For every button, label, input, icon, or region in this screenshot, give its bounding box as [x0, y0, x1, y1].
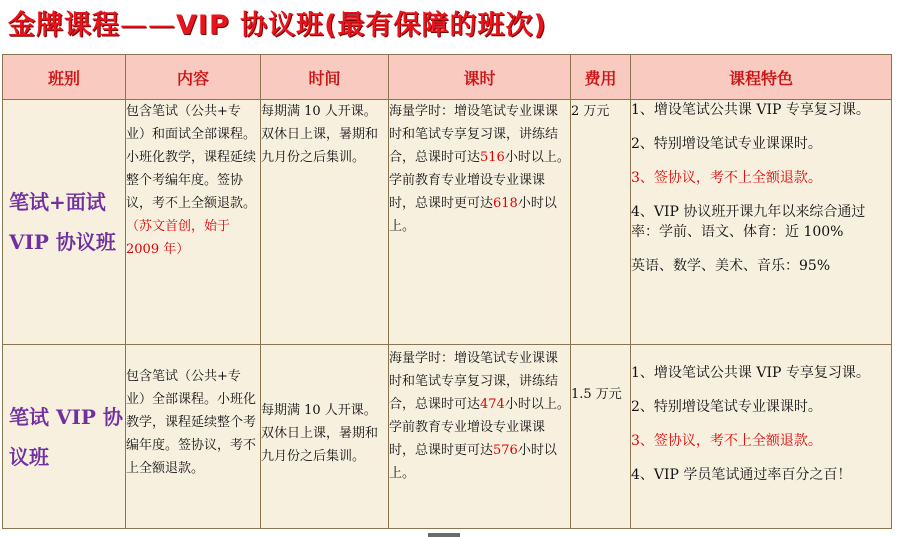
- feature-item: 英语、数学、美术、音乐：95%: [631, 258, 831, 274]
- content-text: 包含笔试（公共+专业）和面试全部课程。小班化教学，课程延续整个考编年度。签协议，考不上全额退款。: [126, 104, 257, 211]
- title-part1: 金牌课程: [8, 10, 120, 41]
- class-features: [631, 345, 892, 529]
- table-row: [3, 100, 892, 345]
- feature-item: 3、签协议，考不上全额退款。: [631, 170, 822, 186]
- header-features: 课程特色: [631, 55, 892, 100]
- feature-item: 4、VIP 协议班开课九年以来综合通过率：学前、语文、体育：近 100%: [631, 204, 866, 240]
- title-part2: VIP 协议班(最有保障的班次): [176, 10, 547, 41]
- feature-item: 2、特别增设笔试专业课课时。: [631, 399, 822, 415]
- class-time: 每期满 10 人开课。双休日上课，暑期和九月份之后集训。: [261, 345, 389, 529]
- class-name-line2: VIP 协议班: [9, 230, 116, 254]
- feature-item: 1、增设笔试公共课 VIP 专享复习课。: [631, 365, 870, 381]
- class-fee: 2 万元: [571, 100, 631, 345]
- class-name-line1: 笔试 VIP 协: [9, 404, 123, 429]
- content-text: 包含笔试（公共+专业）全部课程。小班化教学，课程延续整个考编年度。签协议，考不上全额退款。: [126, 369, 257, 476]
- class-features: [631, 100, 892, 345]
- hours-preschool: 学前教育专业增设专业课课时，总课时更可达576小时以上。: [389, 420, 557, 481]
- class-time: 每期满 10 人开课。双休日上课，暑期和九月份之后集训。: [261, 100, 389, 345]
- header-time: 时间: [261, 55, 389, 100]
- class-name-line1: 笔试+面试: [9, 190, 106, 214]
- class-name: [3, 345, 126, 529]
- table-header-row: [3, 55, 892, 100]
- class-hours: [389, 100, 571, 345]
- class-name-line2: 议班: [9, 444, 49, 469]
- hours-general-num: 516: [480, 150, 505, 165]
- hours-general: 海量学时：增设笔试专业课课时和笔试专享复习课，讲练结合，总课时可达516小时以上。: [389, 104, 570, 165]
- feature-item: 3、签协议，考不上全额退款。: [631, 433, 822, 449]
- class-hours: [389, 345, 571, 529]
- header-fee: 费用: [571, 55, 631, 100]
- class-name: [3, 100, 126, 345]
- class-content: [126, 345, 261, 529]
- feature-item: 4、VIP 学员笔试通过率百分之百！: [631, 467, 852, 483]
- hours-preschool-num: 576: [493, 443, 518, 458]
- content-note: （苏文首创，始于 2009 年）: [126, 219, 231, 257]
- class-content: [126, 100, 261, 345]
- title-dash: ——: [120, 10, 176, 41]
- page-title: [8, 4, 547, 48]
- hours-preschool-num: 618: [493, 196, 518, 211]
- feature-item: 2、特别增设笔试专业课课时。: [631, 136, 822, 152]
- header-content: 内容: [126, 55, 261, 100]
- hours-general: 海量学时：增设笔试专业课课时和笔试专享复习课，讲练结合，总课时可达474小时以上。: [389, 351, 570, 412]
- header-class: 班别: [3, 55, 126, 100]
- course-table: [2, 54, 892, 529]
- scrollbar-handle[interactable]: [428, 533, 460, 537]
- hours-general-num: 474: [480, 397, 505, 412]
- feature-item: 1、增设笔试公共课 VIP 专享复习课。: [631, 102, 870, 118]
- table-row: [3, 345, 892, 529]
- class-fee: 1.5 万元: [571, 345, 631, 529]
- hours-preschool: 学前教育专业增设专业课课时，总课时更可达618小时以上。: [389, 173, 557, 234]
- header-hours: 课时: [389, 55, 571, 100]
